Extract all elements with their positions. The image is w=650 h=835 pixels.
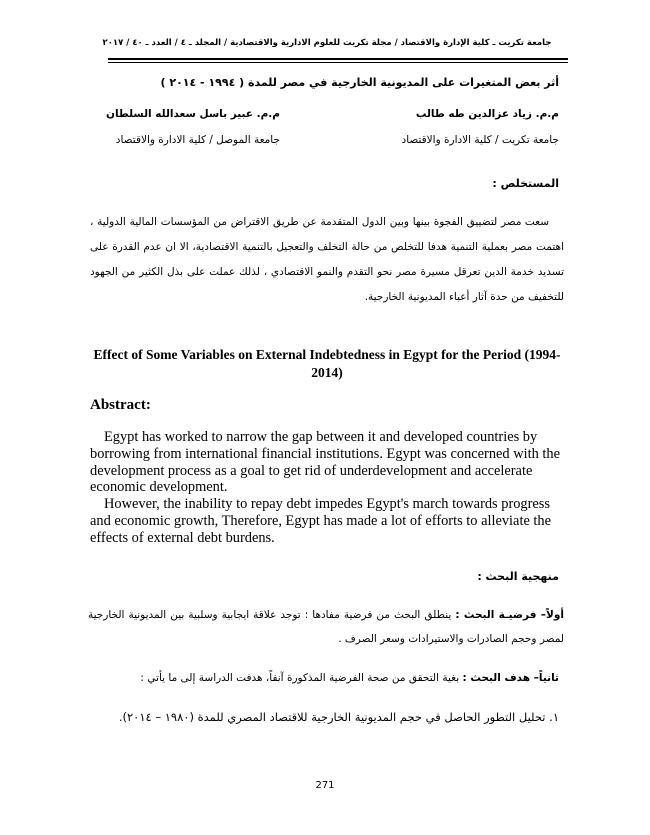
author-2-name: م.م. عبير باسل سعدالله السلطان [105, 108, 280, 120]
author-2-affiliation: جامعة الموصل / كلية الادارة والاقتصاد [115, 134, 280, 146]
english-abstract-body [90, 429, 564, 547]
author-1-affiliation: جامعة تكريت / كلية الادارة والاقتصاد [401, 134, 559, 146]
hypothesis-text: ينطلق البحث من فرضية مفادها : توجد علاقة ايجابية وسلبية بين المديونية الخارجية لمصر وحجم الصادرات والاستيرادات وسعر الصرف . [88, 609, 564, 645]
header-rule-thin [108, 62, 568, 63]
methodology-heading: منهجية البحث : [477, 570, 559, 583]
objective-label: ثانياً– هدف البحث : [462, 672, 559, 684]
arabic-abstract-text: سعت مصر لتضييق الفجوة بينها وبين الدول المتقدمة عن طريق الاقتراض من المؤسسات المالية الدولية ، اهتمت مصر بعملية التنمية هدفا للتخلص من حالة التخلف والتعجيل بالتنمية الاقتصادية، الا ان عدم القدرة على تسديد خدمة الدين تعرقل مسيرة مصر نحو التقدم والنمو الاقتصادي ، لذلك عملت على بذل الكثير من الجهود للتخفيف من حدة آثار أعباء المديونية الخارجية. [90, 216, 564, 303]
page-number: 271 [315, 780, 335, 791]
objective-paragraph [140, 672, 559, 684]
english-abstract-paragraph-1: Egypt has worked to narrow the gap between it and developed countries by borrowing from international financial institutions. Egypt was concerned with the development process as a goal to get rid of underdevelopment and accelerate economic development. [90, 429, 560, 496]
running-header: جامعة تكريت ـ كلية الإدارة والاقتصاد / مجلة تكريت للعلوم الادارية والاقتصادية / المجلد ـ ٤ / العدد ـ ٤٠ / ٢٠١٧ [102, 38, 552, 48]
arabic-abstract-body [90, 210, 564, 310]
header-rule-thick [108, 58, 568, 60]
english-title: Effect of Some Variables on External Indebtedness in Egypt for the Period (1994-2014) [93, 347, 561, 380]
author-1-name: م.م. زياد عزالدين طه طالب [415, 108, 559, 120]
hypothesis-label: أولاً– فرضيـة البحث : [455, 609, 564, 621]
objective-text: بغية التحقق من صحة الفرضية المذكورة آنفاً، هدفت الدراسة إلى ما يأتي : [140, 672, 460, 684]
english-abstract-paragraph-2: However, the inability to repay debt impedes Egypt's march towards progress and economic growth, Therefore, Egypt has made a lot of efforts to alleviate the effects of external debt burdens. [90, 496, 552, 546]
hypothesis-paragraph [88, 603, 564, 651]
arabic-title: أثر بعض المتغيرات على المديونية الخارجية في مصر للمدة ( ١٩٩٤ - ٢٠١٤ ) [160, 76, 559, 89]
arabic-abstract-heading: المستخلص : [492, 177, 559, 190]
objective-item-1: ١. تحليل التطور الحاصل في حجم المديونية الخارجية للاقتصاد المصري للمدة (١٩٨٠ – ٢٠١٤). [118, 710, 559, 724]
english-abstract-heading: Abstract: [90, 397, 151, 413]
